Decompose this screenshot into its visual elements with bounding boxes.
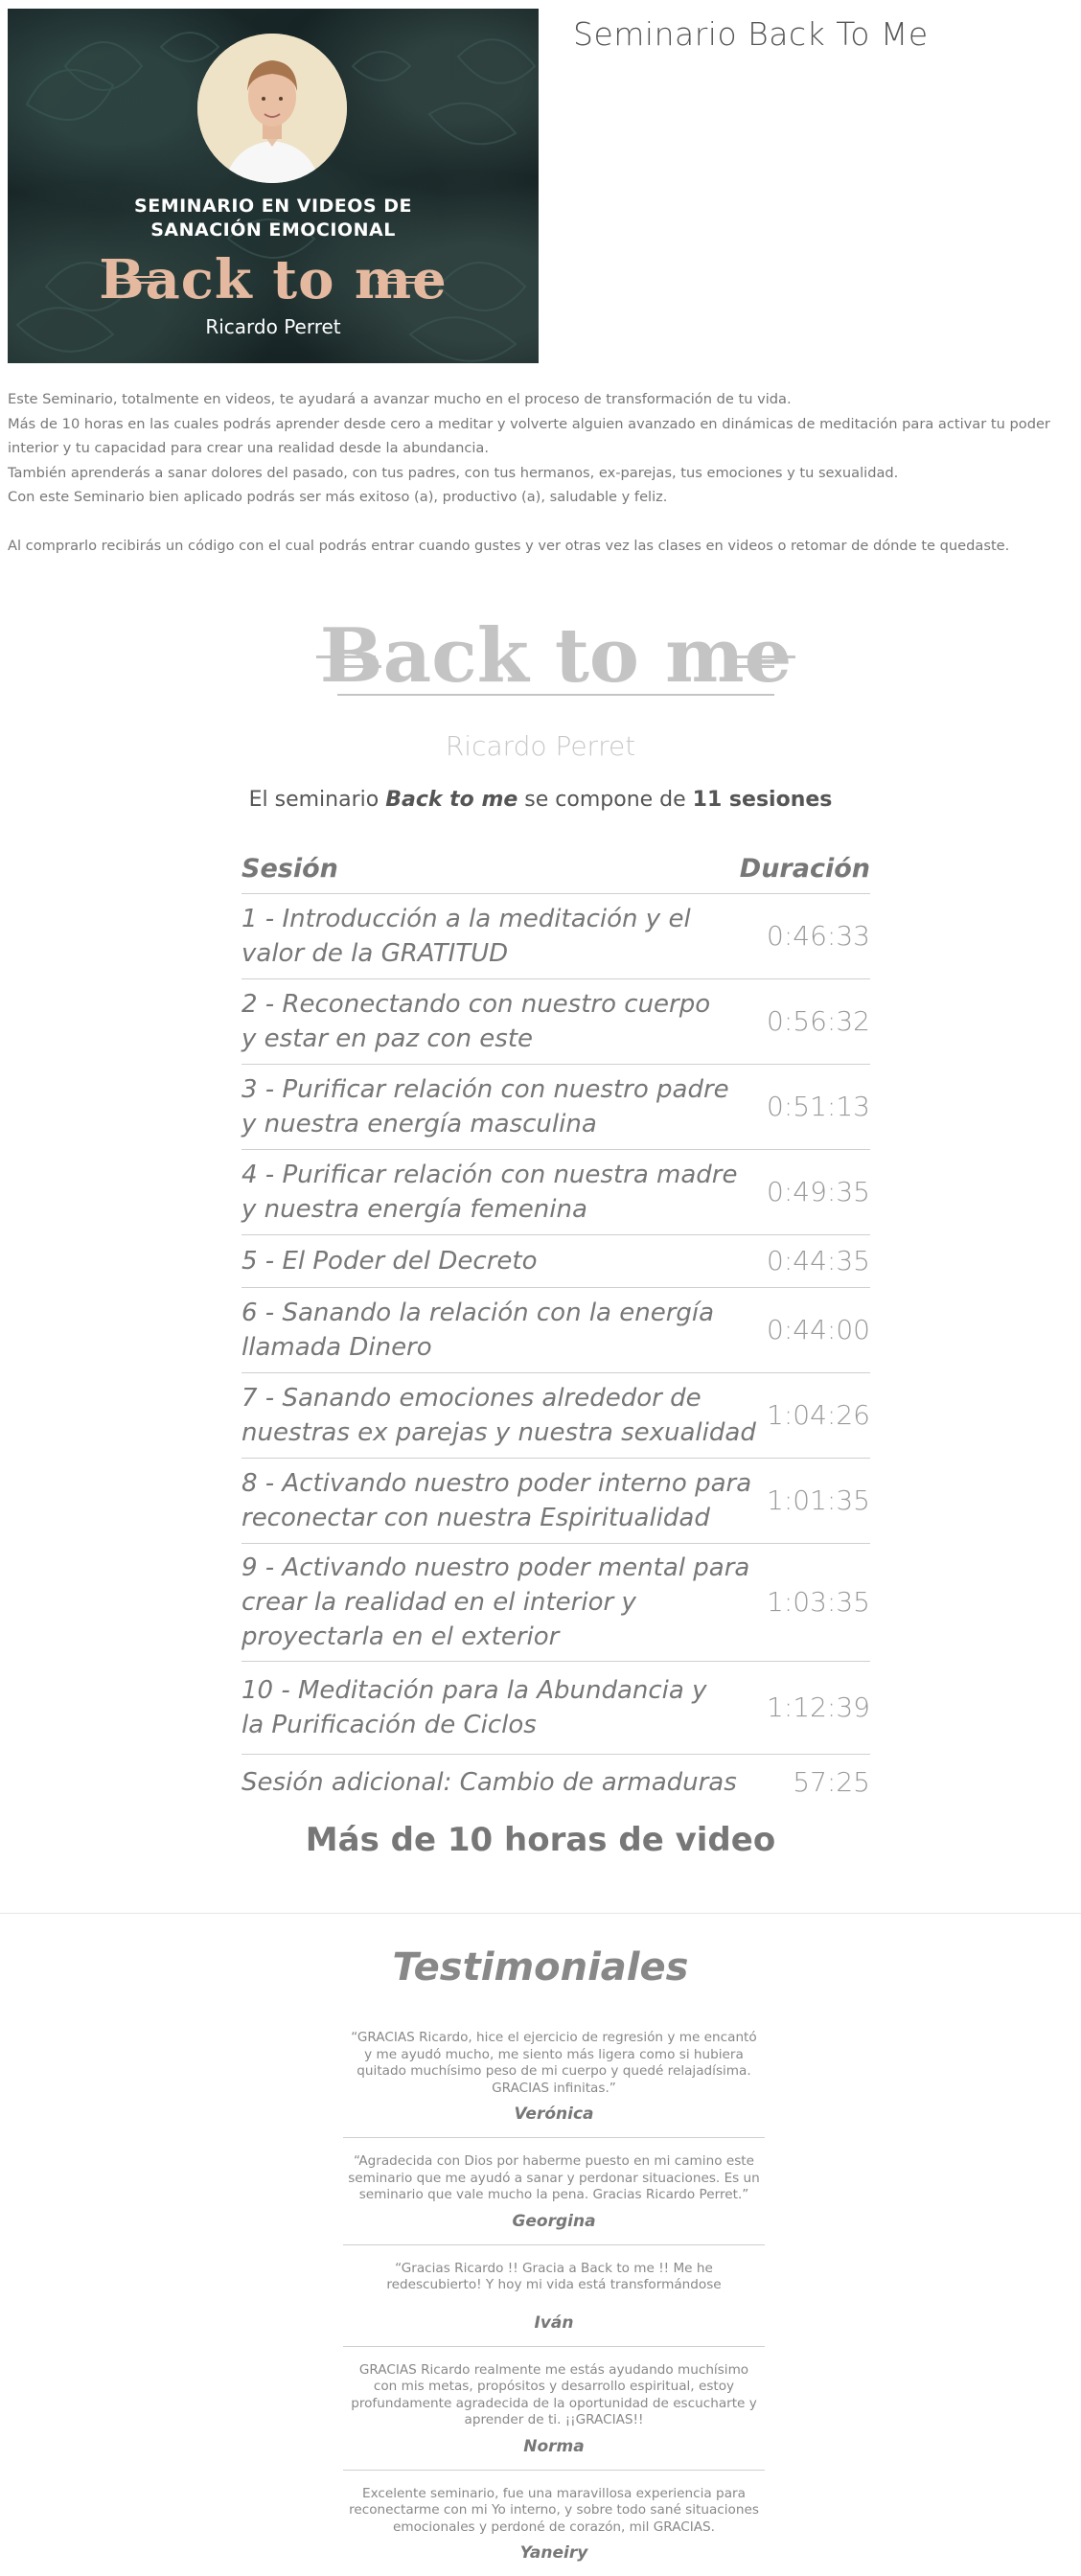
session-duration: 0:46:33 <box>767 920 870 952</box>
composition-count: 11 sesiones <box>692 788 833 812</box>
testimonials-title: Testimoniales <box>392 1945 689 1990</box>
testimonial-quote: GRACIAS Ricardo realmente me estás ayudando muchísimo con mis metas, propósitos y desarrollo espiritual, estoy profundamente agradecida de la oportunidad de escucharte y aprender de ti. ¡¡GRACIAS!! <box>351 2361 757 2427</box>
session-duration: 0:44:00 <box>767 1314 870 1346</box>
session-duration: 57:25 <box>793 1766 870 1798</box>
testimonial-quote: “Gracias Ricardo !! Gracia a Back to me !! Me he redescubierto! Y hoy mi vida está transformándose <box>386 2260 722 2292</box>
hero-logo: Back to me <box>99 248 448 311</box>
hero-caption-line1: SEMINARIO EN VIDEOS DE <box>134 196 412 217</box>
session-duration: 1:04:26 <box>767 1399 870 1431</box>
testimonial-author: Yaneiry <box>519 2543 588 2563</box>
session-name: 6 - Sanando la relación con la energía llamada Dinero <box>242 1299 715 1362</box>
table-row <box>242 1288 870 1373</box>
table-header <box>242 843 870 894</box>
avatar <box>197 34 347 183</box>
testimonials-list <box>343 2030 765 2576</box>
back-to-me-logo <box>316 613 795 700</box>
session-duration: 1:03:35 <box>767 1586 870 1618</box>
page-title: Seminario Back To Me <box>573 15 929 53</box>
testimonial-item <box>343 2245 765 2347</box>
session-duration: 0:44:35 <box>767 1245 870 1276</box>
hero-author: Ricardo Perret <box>205 315 341 338</box>
table-row <box>242 1544 870 1662</box>
table-row <box>242 1459 870 1544</box>
table-row <box>242 1755 870 1810</box>
section-divider <box>0 1913 1081 1914</box>
intro-text <box>8 387 1070 558</box>
intro-note: Al comprarlo recibirás un código con el cual podrás entrar cuando gustes y ver otras vez las clases en videos o retomar de dónde te quedaste. <box>8 537 1010 554</box>
header-duration: Duración <box>739 853 870 884</box>
header-session: Sesión <box>242 853 338 884</box>
session-name: 3 - Purificar relación con nuestro padre y nuestra energía masculina <box>242 1075 729 1138</box>
session-name: Sesión adicional: Cambio de armaduras <box>242 1768 737 1797</box>
testimonial-quote: “GRACIAS Ricardo, hice el ejercicio de regresión y me encantó y me ayudó mucho, me siento más ligera como si hubiera quitado muchísimo peso de mi cuerpo y quedé relajadísima. GRACIAS infinitas.” <box>351 2030 757 2096</box>
sessions-table <box>242 843 870 1810</box>
hero-caption-line2: SANACIÓN EMOCIONAL <box>150 219 396 241</box>
seminar-cover-image <box>8 9 539 363</box>
total-hours: Más de 10 horas de video <box>305 1821 776 1859</box>
session-duration: 1:01:35 <box>767 1484 870 1516</box>
testimonial-quote: “Agradecida con Dios por haberme puesto en mi camino este seminario que me ayudó a sanar y perdonar situaciones. Es un seminario que vale mucho la pena. Gracias Ricardo Perret.” <box>348 2153 760 2202</box>
composition-middle: se compone de <box>518 788 693 812</box>
testimonial-author: Iván <box>534 2312 574 2333</box>
intro-paragraph: También aprenderás a sanar dolores del pasado, con tus padres, con tus hermanos, ex-parejas, tus emociones y tu sexualidad. <box>8 464 899 481</box>
table-row <box>242 1373 870 1459</box>
session-name: 9 - Activando nuestro poder mental para crear la realidad en el interior y proyectarla en el exterior <box>242 1553 750 1651</box>
session-name: 1 - Introducción a la meditación y el valor de la GRATITUD <box>242 905 691 968</box>
session-duration: 0:49:35 <box>767 1176 870 1208</box>
testimonial-author: Verónica <box>514 2104 594 2124</box>
logo-text: Back to me <box>319 612 793 700</box>
session-name: 7 - Sanando emociones alrededor de nuestras ex parejas y nuestra sexualidad <box>242 1384 756 1447</box>
session-name: 4 - Purificar relación con nuestra madre y nuestra energía femenina <box>242 1161 738 1224</box>
intro-paragraph: Con este Seminario bien aplicado podrás ser más exitoso (a), productivo (a), saludable y feliz. <box>8 489 668 505</box>
session-duration: 0:51:13 <box>767 1091 870 1122</box>
table-row <box>242 1150 870 1235</box>
table-row <box>242 1235 870 1288</box>
table-row <box>242 894 870 979</box>
testimonial-item <box>343 2471 765 2564</box>
table-row <box>242 1065 870 1150</box>
testimonial-author: Georgina <box>512 2211 596 2231</box>
session-duration: 0:56:32 <box>767 1005 870 1037</box>
table-row <box>242 1662 870 1755</box>
testimonial-item <box>343 2138 765 2245</box>
session-duration: 1:12:39 <box>767 1691 870 1723</box>
table-row <box>242 979 870 1065</box>
intro-paragraph: Este Seminario, totalmente en videos, te ayudará a avanzar mucho en el proceso de transformación de tu vida. <box>8 391 792 407</box>
testimonial-quote: Excelente seminario, fue una maravillosa experiencia para reconectarme con mi Yo interno, y sobre todo sané situaciones emocionales y perdoné de corazón, mil GRACIAS. <box>349 2485 759 2535</box>
session-name: 5 - El Poder del Decreto <box>242 1247 538 1276</box>
testimonial-author: Norma <box>523 2436 585 2456</box>
logo-author: Ricardo Perret <box>445 730 636 762</box>
composition-line <box>0 788 1081 812</box>
portrait-icon <box>197 34 347 183</box>
composition-prefix: El seminario <box>248 788 386 812</box>
testimonial-item <box>343 2030 765 2138</box>
composition-title: Back to me <box>385 788 518 812</box>
session-name: 8 - Activando nuestro poder interno para reconectar con nuestra Espiritualidad <box>242 1469 752 1532</box>
intro-paragraph: Más de 10 horas en las cuales podrás aprender desde cero a meditar y volverte alguien avanzado en dinámicas de meditación para activar tu poder interior y tu capacidad para crear una realidad desde la abundancia. <box>8 415 1050 456</box>
session-name: 10 - Meditación para la Abundancia y la Purificación de Ciclos <box>242 1676 707 1739</box>
testimonial-item <box>343 2347 765 2471</box>
session-name: 2 - Reconectando con nuestro cuerpo y estar en paz con este <box>242 990 711 1053</box>
